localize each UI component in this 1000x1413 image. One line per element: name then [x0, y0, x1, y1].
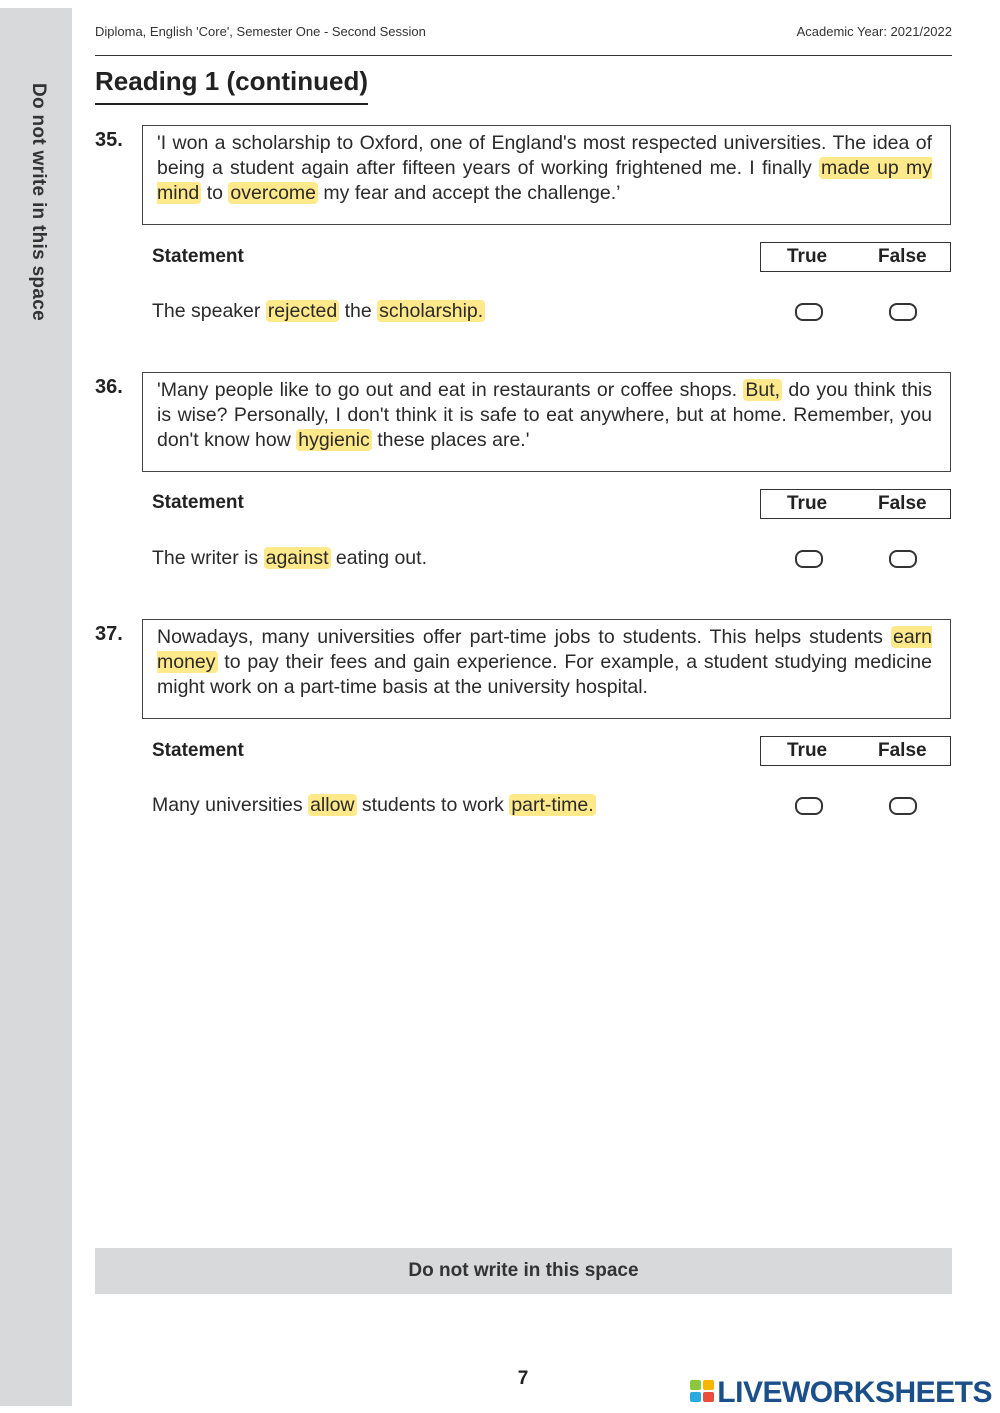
passage-text: 'Many people like to go out and eat in restaurants or coffee shops. — [157, 379, 744, 401]
highlighted-phrase: overcome — [230, 182, 317, 204]
false-label: False — [878, 246, 927, 267]
question-36-true-bubble[interactable] — [795, 550, 823, 568]
passage-text: my fear and accept the challenge.’ — [318, 182, 621, 204]
question-35-passage — [142, 125, 951, 225]
false-label: False — [878, 493, 927, 514]
highlighted-phrase: scholarship. — [379, 300, 484, 322]
question-37-statement-header: Statement — [152, 740, 244, 761]
question-36-true-false-header — [760, 489, 951, 519]
question-37-false-bubble[interactable] — [889, 797, 917, 815]
liveworksheets-logo-icon — [689, 1378, 715, 1409]
header-academic-year: Academic Year: 2021/2022 — [796, 24, 952, 39]
question-35-true-false-header — [760, 242, 951, 272]
side-strip-text: Do not write in this space — [28, 83, 49, 321]
question-37-true-false-header — [760, 736, 951, 766]
highlighted-phrase: rejected — [267, 300, 338, 322]
page-number: 7 — [517, 1368, 529, 1389]
question-36-false-bubble[interactable] — [889, 550, 917, 568]
page-title: Reading 1 (continued) — [95, 66, 368, 105]
question-37-passage — [142, 619, 951, 719]
question-36-number: 36. — [95, 376, 123, 398]
passage-text: 'I won a scholarship to Oxford, one of England's most respected universities. The idea of being a student again after fifteen years of working frightened me. I finally — [157, 132, 932, 179]
statement-text: Many universities — [152, 794, 309, 816]
highlighted-phrase: hygienic — [298, 429, 370, 451]
true-label: True — [787, 493, 828, 514]
statement-text: The speaker — [152, 300, 266, 322]
brand-name: LIVEWORKSHEETS — [717, 1376, 992, 1409]
footer-no-write-band: Do not write in this space — [95, 1248, 952, 1294]
passage-text: to — [201, 182, 229, 204]
header-divider — [95, 55, 952, 56]
highlighted-phrase: against — [265, 547, 329, 569]
statement-text: students to work — [356, 794, 510, 816]
highlighted-phrase: made up my mind — [157, 157, 932, 204]
question-35-number: 35. — [95, 129, 123, 151]
true-label: True — [787, 740, 828, 761]
side-strip — [0, 8, 72, 1406]
statement-text: eating out. — [330, 547, 427, 569]
passage-text: Nowadays, many universities offer part-time jobs to students. This helps students — [157, 626, 891, 648]
question-36-statement-header: Statement — [152, 492, 244, 513]
passage-text: these places are.' — [371, 429, 530, 451]
statement-text: The writer is — [152, 547, 264, 569]
highlighted-phrase: But, — [745, 379, 781, 401]
question-35-statement — [152, 300, 485, 323]
question-36-passage — [142, 372, 951, 472]
question-36-statement — [152, 547, 427, 570]
statement-text: the — [339, 300, 378, 322]
passage-text: to pay their fees and gain experience. For example, a student studying medicine might work on a part-time basis at the university hospital. — [157, 651, 932, 698]
passage-text: do you think this is wise? Personally, I don't think it is safe to eat anywhere, but at home. Remember, you don't know how — [157, 379, 933, 451]
question-37-statement — [152, 794, 596, 817]
question-35-statement-header: Statement — [152, 246, 244, 267]
true-label: True — [787, 246, 828, 267]
false-label: False — [878, 740, 927, 761]
header-course: Diploma, English 'Core', Semester One - Second Session — [95, 24, 426, 39]
question-37-true-bubble[interactable] — [795, 797, 823, 815]
highlighted-phrase: part-time. — [511, 794, 594, 816]
question-35-true-bubble[interactable] — [795, 303, 823, 321]
liveworksheets-brand — [689, 1376, 992, 1410]
highlighted-phrase: allow — [310, 794, 355, 816]
question-35-false-bubble[interactable] — [889, 303, 917, 321]
question-37-number: 37. — [95, 623, 123, 645]
highlighted-phrase: earn money — [157, 626, 932, 673]
